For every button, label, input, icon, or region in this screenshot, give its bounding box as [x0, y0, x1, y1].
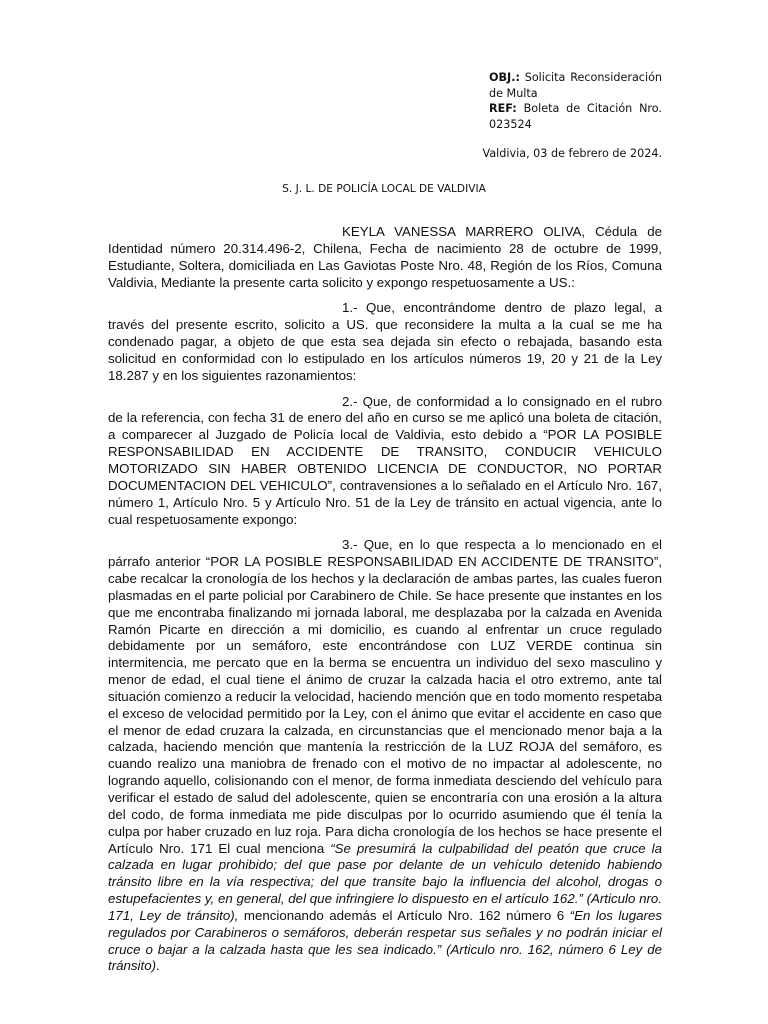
article-162-quote: “En los lugares regulados por Carabineros o semáforos, deberán respetar sus señales y no podrán iniciar el cruce o bajar a la calzada hasta que les sea indicado.” (Articulo nro. 162, número 6 Ley de tránsito): [108, 907, 662, 974]
reference-label: REF:: [489, 102, 517, 115]
letter-body: [108, 224, 662, 975]
point-3-paragraph: [108, 537, 662, 975]
point-2-paragraph: 2.- Que, de conformidad a lo consignado en el rubro de la referencia, con fecha 31 de enero del año en curso se me aplicó una boleta de citación, a comparecer al Juzgado de Policía local de Valdivia, esto debido a “POR LA POSIBLE RESPONSABILIDAD EN ACCIDENTE DE TRANSITO, CONDUCIR VEHICULO MOTORIZADO SIN HABER OBTENIDO LICENCIA DE CONDUCTOR, NO PORTAR DOCUMENTACION DEL VEHICULO”, contravensiones a lo señalado en el Artículo Nro. 167, número 1, Artículo Nro. 5 y Artículo Nro. 51 de la Ley de tránsito en actual vigencia, ante lo cual respetuosamente expongo:: [108, 393, 662, 527]
objective-text: Solicita Reconsideración de Multa: [489, 71, 662, 100]
intro-paragraph: KEYLA VANESSA MARRERO OLIVA, Cédula de Identidad número 20.314.496-2, Chilena, Fecha de nacimiento 28 de octubre de 1999, Estudiante, Soltera, domiciliada en Las Gaviotas Poste Nro. 48, Región de los Ríos, Comuna Valdivia, Mediante la presente carta solicito y expongo respetuosamente a US.:: [108, 224, 662, 290]
point-3-text-b: mencionando además el Artículo Nro. 162 número 6: [243, 907, 565, 923]
reference-block: [489, 70, 662, 132]
reference-line: [489, 101, 662, 132]
point-3-text-c: .: [156, 958, 160, 974]
article-171-quote: “Se presumirá la culpabilidad del peatón que cruce la calzada en lugar prohibido; del que pase por delante de un vehículo detenido habiendo tránsito libre en la vía respectiva; del que transite bajo la influencia del alcohol, drogas o estupefacientes y, en general, del que infringiere lo dispuesto en el artículo 162.” (Articulo nro. 171, Ley de tránsito),: [108, 840, 662, 923]
reference-text: Boleta de Citación Nro. 023524: [489, 102, 662, 131]
letter-date: Valdivia, 03 de febrero de 2024.: [482, 147, 662, 160]
point-3-text-a: 3.- Que, en lo que respecta a lo mencionado en el párrafo anterior “POR LA POSIBLE RESPONSABILIDAD EN ACCIDENTE DE TRANSITO”, cabe recalcar la cronología de los hechos y la declaración de ambas partes, las cuales fueron plasmadas en el parte policial por Carabinero de Chile. Se hace presente que instantes en los que me encontraba finalizando mi jornada laboral, me desplazaba por la calzada en Avenida Ramón Picarte en dirección a mi domicilio, es cuando al enfrentar un cruce regulado debidamente por un semáforo, este encontrándose con LUZ VERDE continua sin intermitencia, me percato que en la berma se encuentra un individuo del sexo masculino y menor de edad, el cual tiene el ánimo de cruzar la calzada hacia el otro extremo, ante tal situación comienzo a reducir la velocidad, haciendo mención que en todo momento respetaba el exceso de velocidad permitido por la Ley, con el ánimo que evitar el accidente en caso que el menor de edad cruzara la calzada, en circunstancias que el mencionado menor baja a la calzada, haciendo mención que mantenía la restricción de la LUZ ROJA del semáforo, es cuando realizo una maniobra de frenado con el motivo de no impactar al adolescente, no logrando aquello, colisionando con el menor, de forma inmediata desciendo del vehículo para verificar el estado de salud del adolescente, quien se encontraría con una erosión a la altura del codo, de forma inmediata me pide disculpas por lo ocurrido asumiendo que él tenía la culpa por haber cruzado en luz roja. Para dicha cronología de los hechos se hace presente el Artículo Nro. 171 El cual menciona: [108, 537, 662, 856]
point-1-paragraph: 1.- Que, encontrándome dentro de plazo legal, a través del presente escrito, solicito a US. que reconsidere la multa a la cual se me ha condenado pagar, a objeto de que esta sea dejada sin efecto o rebajada, basando esta solicitud en conformidad con lo estipulado en los artículos números 19, 20 y 21 de la Ley 18.287 y en los siguientes razonamientos:: [108, 300, 662, 383]
recipient-line: S. J. L. DE POLICÍA LOCAL DE VALDIVIA: [282, 183, 486, 195]
objective-line: [489, 70, 662, 101]
objective-label: OBJ.:: [489, 71, 520, 84]
